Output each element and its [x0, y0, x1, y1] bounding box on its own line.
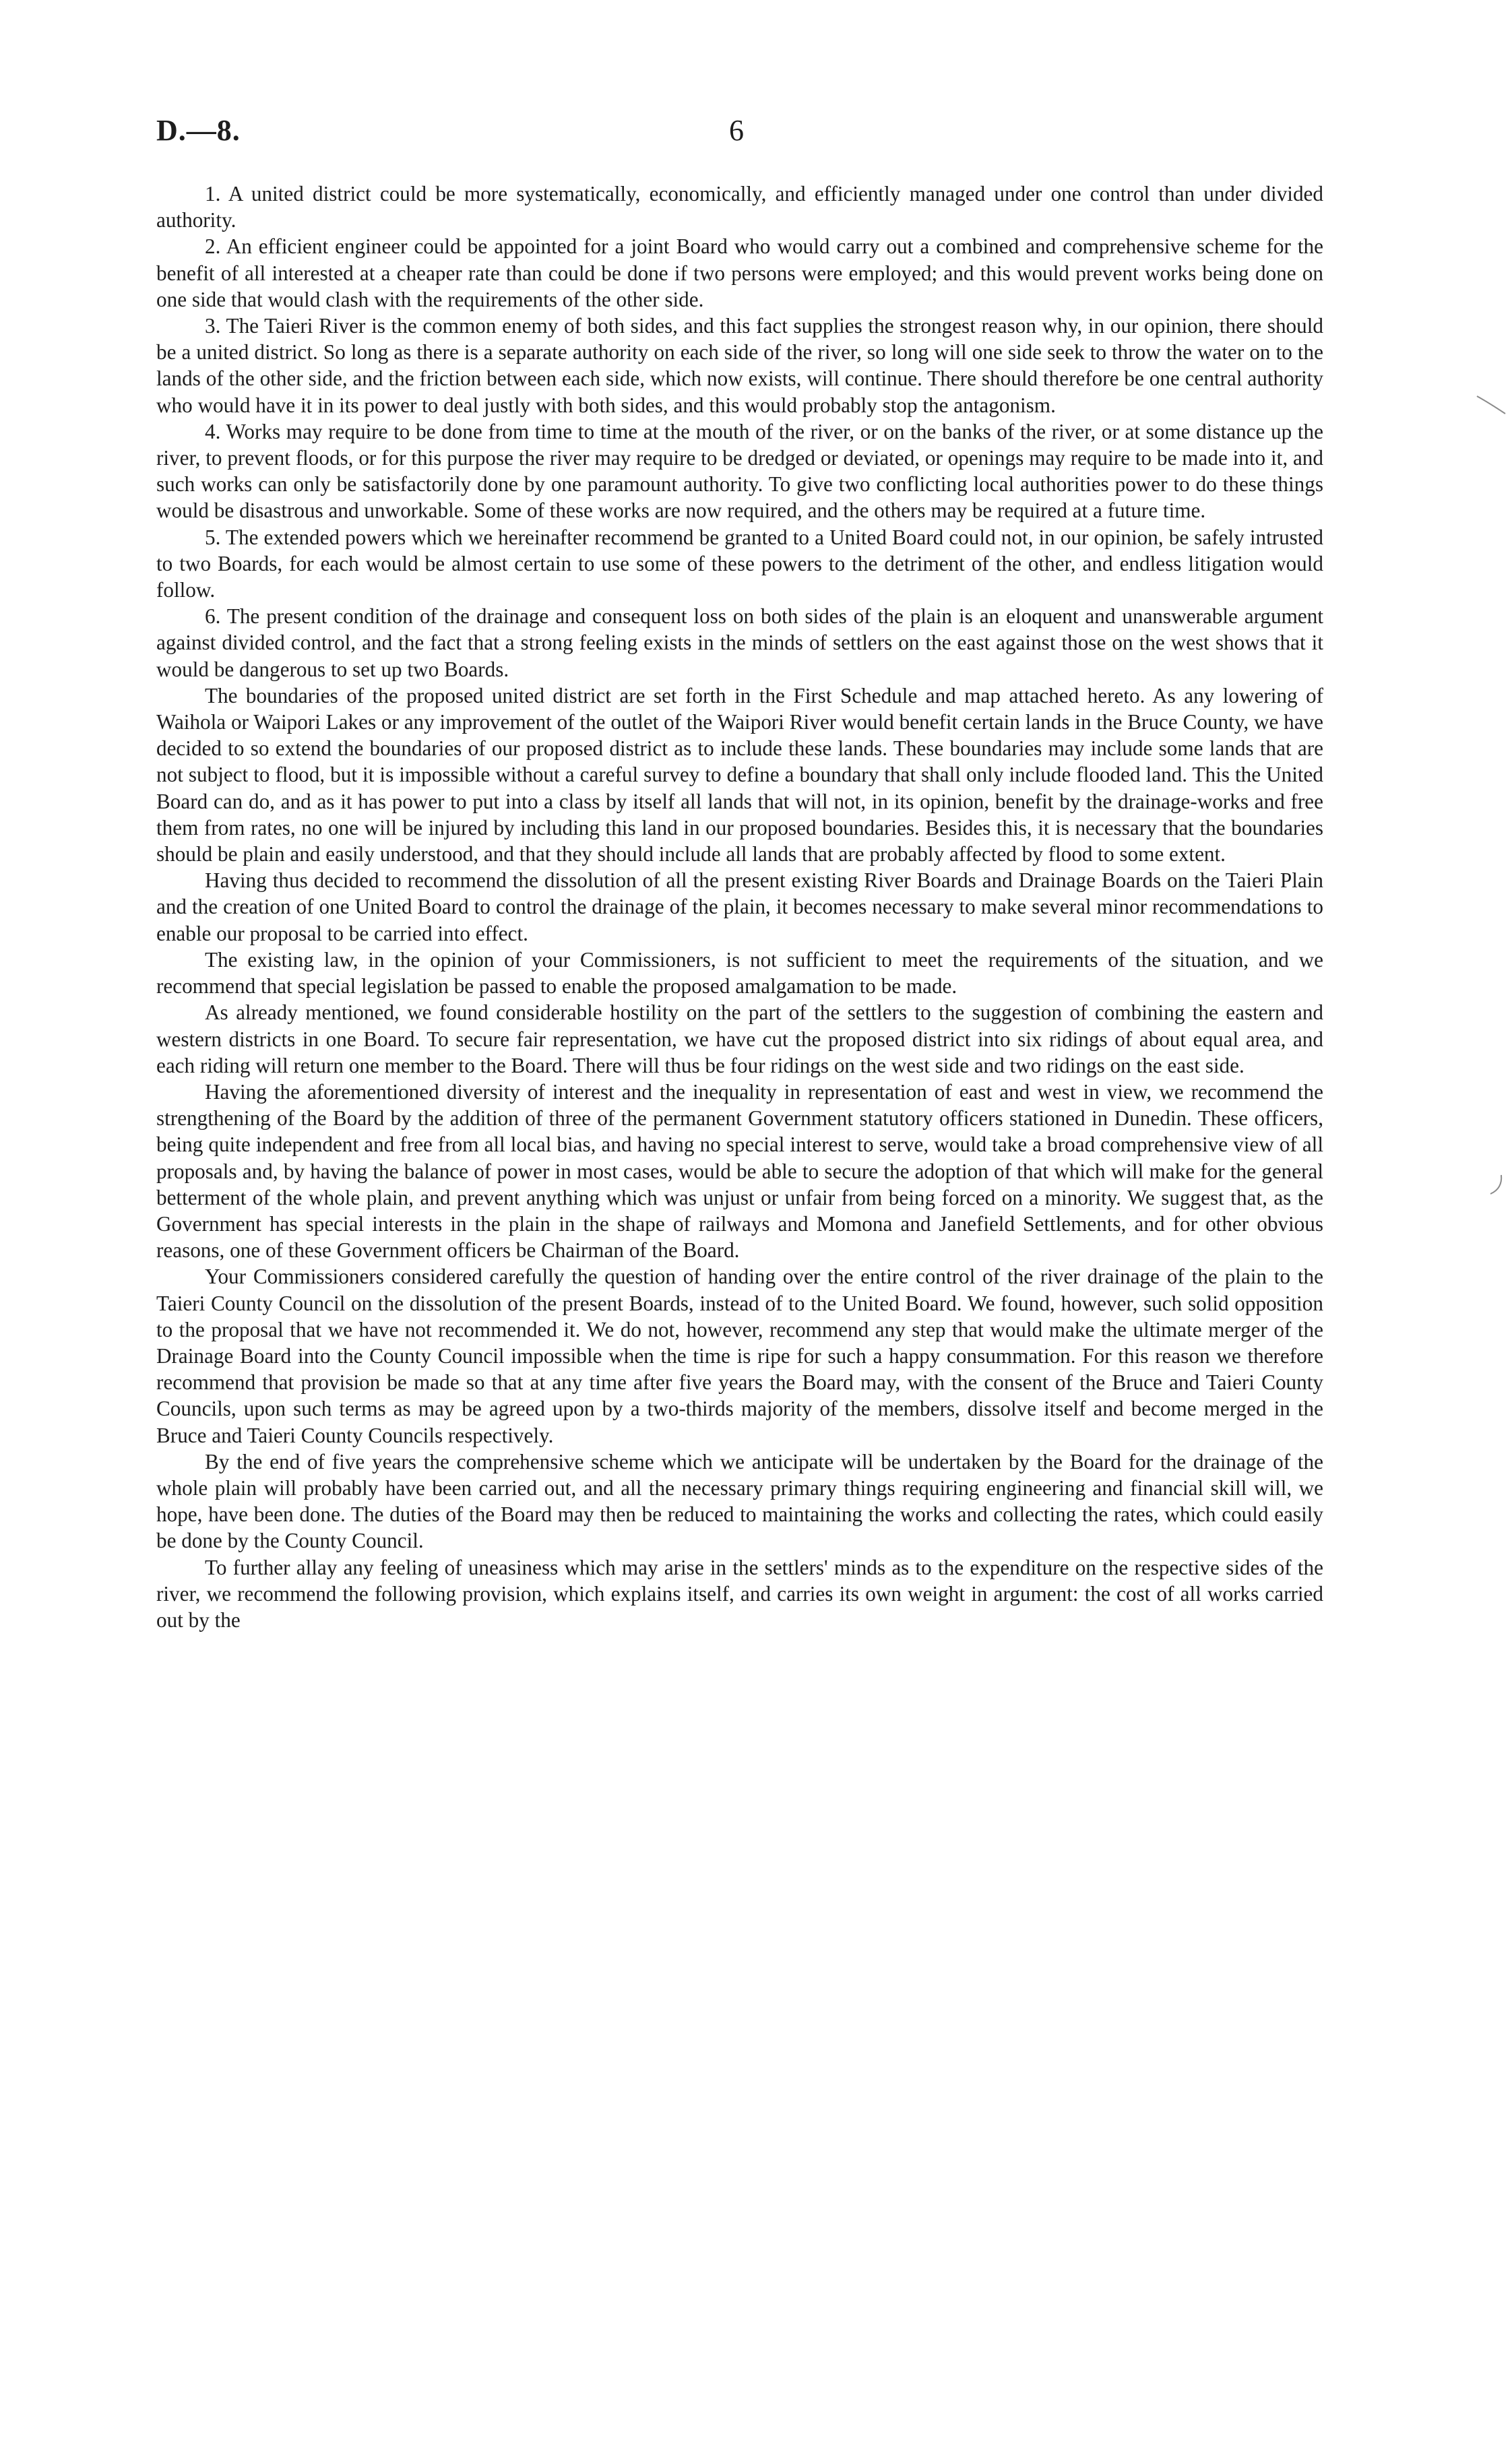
margin-pencil-mark-lower — [1486, 1172, 1509, 1199]
paragraph-point-4: 4. Works may require to be done from time to time at the mouth of the river, or on the banks of the river, or at some distance up the river, to prevent floods, or for this purpose the river may require to be dredged or deviated, or openings may require to be made into it, and such works can only be satisfactorily done by one paramount authority. To give two conflicting local authorities power to do these things would be disastrous and unworkable. Some of these works are now required, and the others may be required at a future time. — [156, 419, 1323, 523]
report-body — [156, 181, 1323, 1633]
page-number: 6 — [729, 114, 744, 147]
paragraph-five-years: By the end of five years the comprehensive scheme which we anticipate will be undertaken by the Board for the drainage of the whole plain will probably have been carried out, and all the necessary primary things requiring engineering and financial skill will, we hope, have been done. The duties of the Board may then be reduced to maintaining the works and collecting the rates, which could easily be done by the County Council. — [156, 1449, 1323, 1553]
paragraph-point-5: 5. The extended powers which we hereinafter recommend be granted to a United Board could not, in our opinion, be safely intrusted to two Boards, for each would be almost certain to use some of these powers to the detriment of the other, and endless litigation would follow. — [156, 525, 1323, 602]
margin-pencil-mark-upper — [1476, 392, 1509, 419]
paragraph-dissolution-of-boards: Having thus decided to recommend the dissolution of all the present existing River Boards and Drainage Boards on the Taieri Plain and the creation of one United Board to control the drainage of the plain, it becomes necessary to make several minor recommendations to enable our proposal to be carried into effect. — [156, 868, 1323, 945]
paragraph-government-officers: Having the aforementioned diversity of interest and the inequality in representation of east and west in view, we recommend the strengthening of the Board by the addition of three of the permanent Government statutory officers stationed in Dunedin. These officers, being quite independent and free from all local bias, and having no special interest to serve, would take a broad comprehensive view of all proposals and, by having the balance of power in most cases, would be able to secure the adoption of that which will make for the general betterment of the whole plain, and prevent anything which was unjust or unfair from being forced on a minority. We suggest that, as the Government has special interests in the plain in the shape of railways and Momona and Janefield Settlements, and for other obvious reasons, one of these Government officers be Chairman of the Board. — [156, 1079, 1323, 1263]
page-header — [156, 113, 1356, 167]
paragraph-expenditure-provision: To further allay any feeling of uneasiness which may arise in the settlers' minds as to the expenditure on the respective sides of the river, we recommend the following provision, which explains itself, and carries its own weight in argument: the cost of all works carried out by the — [156, 1555, 1323, 1632]
paragraph-existing-law: The existing law, in the opinion of your Commissioners, is not sufficient to meet the requirements of the situation, and we recommend that special legislation be passed to enable the proposed amalgamation to be made. — [156, 947, 1323, 998]
paragraph-district-boundaries: The boundaries of the proposed united district are set forth in the First Schedule and map attached hereto. As any lowering of Waihola or Waipori Lakes or any improvement of the outlet of the Waipori River would benefit certain lands in the Bruce County, we have decided to so extend the boundaries of our proposed district as to include these lands. These boundaries may include some lands that are not subject to flood, but it is impossible without a careful survey to define a boundary that shall only include flooded land. This the United Board can do, and as it has power to put into a class by itself all lands that will not, in its opinion, benefit by the drainage-works and free them from rates, no one will be injured by including this land in our proposed boundaries. Besides this, it is necessary that the boundaries should be plain and easily understood, and that they should include all lands that are probably affected by flood to some extent. — [156, 683, 1323, 866]
paragraph-point-1: 1. A united district could be more systematically, economically, and efficiently managed under one control than under divided authority. — [156, 182, 1323, 232]
paragraph-point-6: 6. The present condition of the drainage and consequent loss on both sides of the plain is an eloquent and unanswerable argument against divided control, and the fact that a strong feeling exists in the minds of settlers on the east against those on the west shows that it would be dangerous to set up two Boards. — [156, 604, 1323, 681]
paragraph-point-2: 2. An efficient engineer could be appointed for a joint Board who would carry out a combined and comprehensive scheme for the benefit of all interested at a cheaper rate than could be done if two persons were employed; and this would prevent works being done on one side that would clash with the requirements of the other side. — [156, 234, 1323, 311]
paragraph-ridings: As already mentioned, we found considerable hostility on the part of the settlers to the suggestion of combining the eastern and western districts in one Board. To secure fair representation, we have cut the proposed district into six ridings of about equal area, and each riding will return one member to the Board. There will thus be four ridings on the west side and two ridings on the east side. — [156, 1001, 1323, 1077]
paragraph-point-3: 3. The Taieri River is the common enemy of both sides, and this fact supplies the strongest reason why, in our opinion, there should be a united district. So long as there is a separate authority on each side of the river, so long will one side seek to throw the water on to the lands of the other side, and the friction between each side, which now exists, will continue. There should therefore be one central authority who would have it in its power to deal justly with both sides, and this would probably stop the antagonism. — [156, 314, 1323, 417]
paragraph-county-council-merger: Your Commissioners considered carefully the question of handing over the entire control of the river drainage of the plain to the Taieri County Council on the dissolution of the present Boards, instead of to the United Board. We found, however, such solid opposition to the proposal that we have not recommended it. We do not, however, recommend any step that would make the ultimate merger of the Drainage Board into the County Council impossible when the time is ripe for such a happy consummation. For this reason we therefore recommend that provision be made so that at any time after five years the Board may, with the consent of the Bruce and Taieri County Councils, upon such terms as may be agreed upon by a two-thirds majority of the members, dissolve itself and become merged in the Bruce and Taieri County Councils respectively. — [156, 1265, 1323, 1447]
document-reference: D.—8. — [156, 114, 241, 147]
